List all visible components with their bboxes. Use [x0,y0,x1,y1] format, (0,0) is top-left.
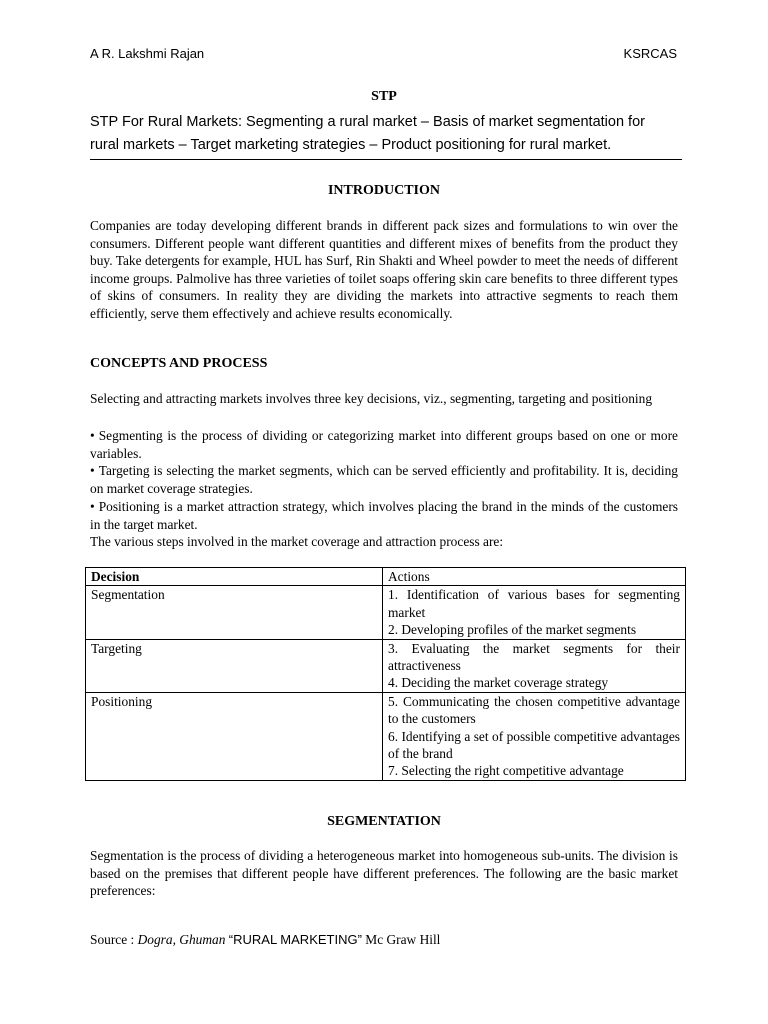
topics-block [90,111,682,160]
table-intro [90,533,678,551]
bullet-icon: • [90,499,95,514]
table-intro-text: The various steps involved in the market coverage and attraction process are: [90,534,504,549]
table-header-actions: Actions [383,568,686,586]
bullet-text: Targeting is selecting the market segments, which can be served efficiently and profitability. It is, deciding on market coverage strategies. [90,463,678,496]
concepts-intro [90,390,678,408]
bullet-item-segmenting [90,427,678,462]
bullet-icon: • [90,463,95,478]
table-cell-actions [383,692,686,780]
table-row [86,639,686,692]
table-row [86,586,686,639]
topics-line-1: STP For Rural Markets: Segmenting a rural market – Basis of market segmentation for [90,114,645,130]
source-publisher: Mc Graw Hill [365,932,441,947]
introduction-paragraph [90,217,678,323]
source-book-title: “RURAL MARKETING” [228,932,362,947]
action-item: 7. Selecting the right competitive advantage [388,763,624,779]
source-citation [90,932,440,948]
action-item: 3. Evaluating the market segments for their attractiveness [388,640,680,674]
table-header-row [86,568,686,586]
table-cell-decision: Positioning [86,692,383,780]
page-header [90,46,677,64]
institution-name: KSRCAS [623,46,677,61]
action-item: 1. Identification of various bases for segmenting market [388,587,680,620]
bullet-item-positioning [90,498,678,533]
bullet-text: Positioning is a market attraction strategy, which involves placing the brand in the minds of the customers in the target market. [90,499,678,532]
bullet-text: Segmenting is the process of dividing or categorizing market into different groups based on one or more variables. [90,428,678,461]
concepts-heading: CONCEPTS AND PROCESS [90,356,268,371]
segmentation-text: Segmentation is the process of dividing a heterogeneous market into homogeneous sub-units. The division is based on the premises that different people have different preferences. The following are the basic market preferences: [90,848,678,899]
introduction-text: Companies are today developing different brands in different pack sizes and formulations to win over the consumers. Different people want different quantities and different mixes of benefits from the product they buy. Take detergents for example, HUL has Surf, Rin Shakti and Wheel powder to meet the needs of different income groups. Palmolive has three varieties of toilet soaps offering skin care benefits to three different types of skins of consumers. In reality they are dividing the markets into attractive segments to reach them efficiently, serve them effectively and achieve results economically. [90,218,678,321]
action-item: 2. Developing profiles of the market segments [388,622,637,638]
segmentation-heading: SEGMENTATION [327,814,441,829]
table-header-decision: Decision [86,568,383,586]
document-title: STP [371,89,397,104]
table-row [86,692,686,780]
source-authors: Dogra, Ghuman [137,932,226,947]
introduction-heading: INTRODUCTION [327,183,440,198]
table-cell-decision: Segmentation [86,586,383,639]
table-cell-actions [383,639,686,692]
bullet-item-targeting [90,462,678,497]
action-item: 6. Identifying a set of possible competitive advantages of the brand [388,728,680,762]
source-label: Source : [90,932,135,947]
segmentation-paragraph [90,847,678,900]
decisions-table [85,567,686,781]
author-name: A R. Lakshmi Rajan [90,46,205,61]
table-cell-decision: Targeting [86,639,383,692]
bullet-icon: • [90,428,95,443]
topics-line-2: rural markets – Target marketing strategies – Product positioning for rural market. [90,137,612,153]
action-item: 4. Deciding the market coverage strategy [388,675,609,691]
concepts-intro-text: Selecting and attracting markets involves three key decisions, viz., segmenting, targeting and positioning [90,391,653,406]
action-item: 5. Communicating the chosen competitive advantage to the customers [388,693,680,727]
table-cell-actions [383,586,686,639]
